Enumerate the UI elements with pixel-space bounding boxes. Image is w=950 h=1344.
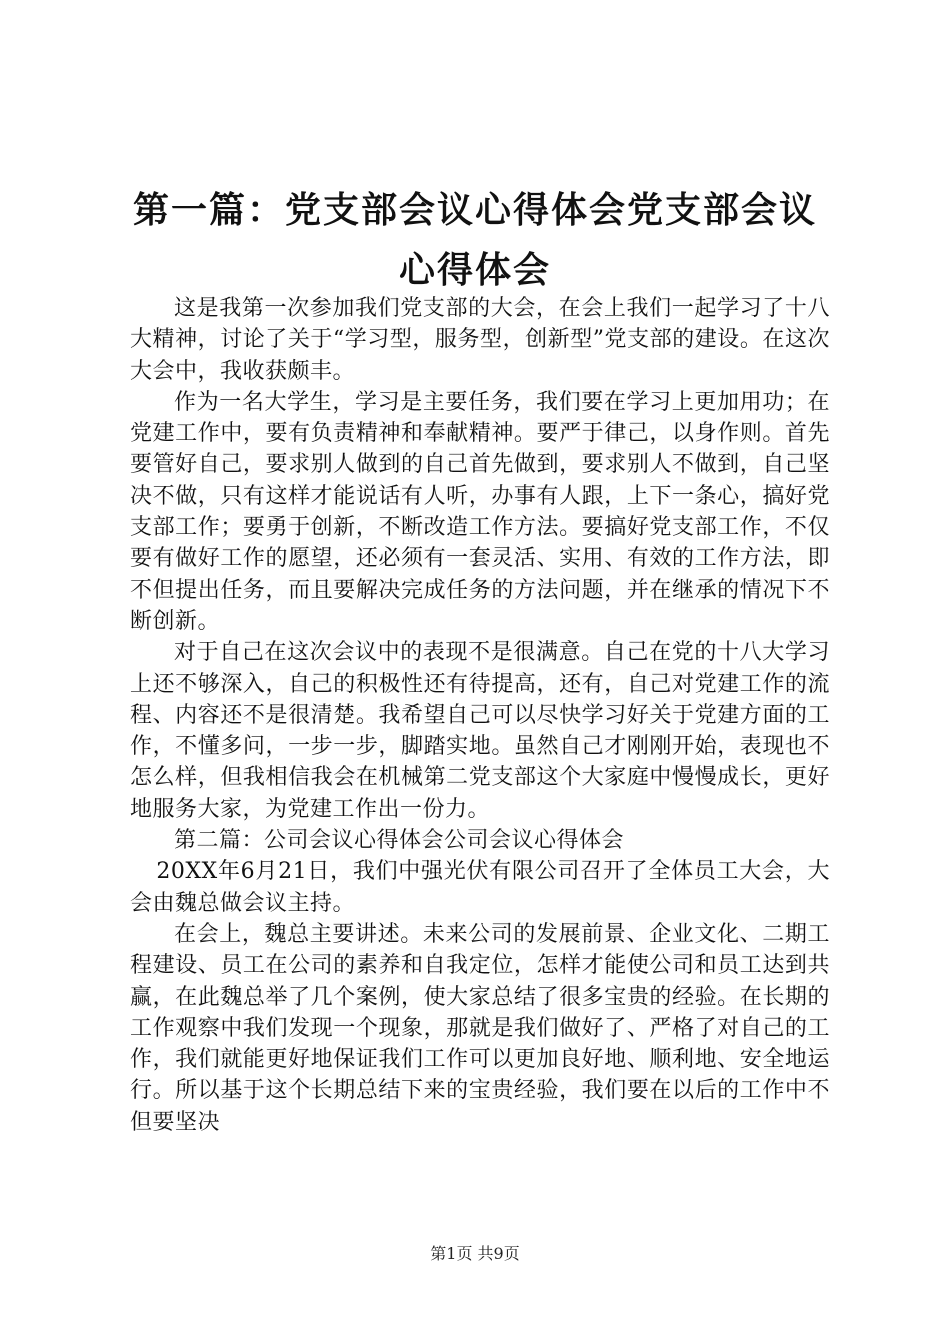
section-heading-2: 第二篇：公司会议心得体会公司会议心得体会 [174,828,625,854]
document-body [130,293,830,1138]
document-title: 第一篇：党支部会议心得体会党支部会议心得体会 [132,189,817,291]
paragraph-4: 20XX年6月21日，我们中强光伏有限公司召开了全体员工大会，大会由魏总做会议主持。 [130,859,830,916]
paragraph-2: 作为一名大学生，学习是主要任务，我们要在学习上更加用功；在党建工作中，要有负责精神和奉献精神。要严于律己，以身作则。首先要管好自己，要求别人做到的自己首先做到，要求别人不做到，自己坚决不做，只有这样才能说话有人听，办事有人跟，上下一条心，搞好党支部工作；要勇于创新，不断改造工作方法。要搞好党支部工作，不仅要有做好工作的愿望，还必须有一套灵活、实用、有效的工作方法，即不但提出任务，而且要解决完成任务的方法问题，并在继承的情况下不断创新。 [130,389,830,634]
paragraph-3: 对于自己在这次会议中的表现不是很满意。自己在党的十八大学习上还不够深入，自己的积极性还有待提高，还有，自己对党建工作的流程、内容还不是很清楚。我希望自己可以尽快学习好关于党建方面的工作，不懂多问，一步一步，脚踏实地。虽然自己才刚刚开始，表现也不怎么样，但我相信我会在机械第二党支部这个大家庭中慢慢成长，更好地服务大家，为党建工作出一份力。 [130,640,830,822]
page-footer: 第1页 共9页 [430,1244,520,1263]
paragraph-5: 在会上，魏总主要讲述。未来公司的发展前景、企业文化、二期工程建设、员工在公司的素养和自我定位，怎样才能使公司和员工达到共赢，在此魏总举了几个案例，使大家总结了很多宝贵的经验。在长期的工作观察中我们发现一个现象，那就是我们做好了、严格了对自己的工作，我们就能更好地保证我们工作可以更加良好地、顺利地、安全地运行。所以基于这个长期总结下来的宝贵经验，我们要在以后的工作中不但要坚决 [130,921,830,1135]
paragraph-1: 这是我第一次参加我们党支部的大会，在会上我们一起学习了十八大精神，讨论了关于“学习型，服务型，创新型”党支部的建设。在这次大会中，我收获颇丰。 [130,296,830,384]
